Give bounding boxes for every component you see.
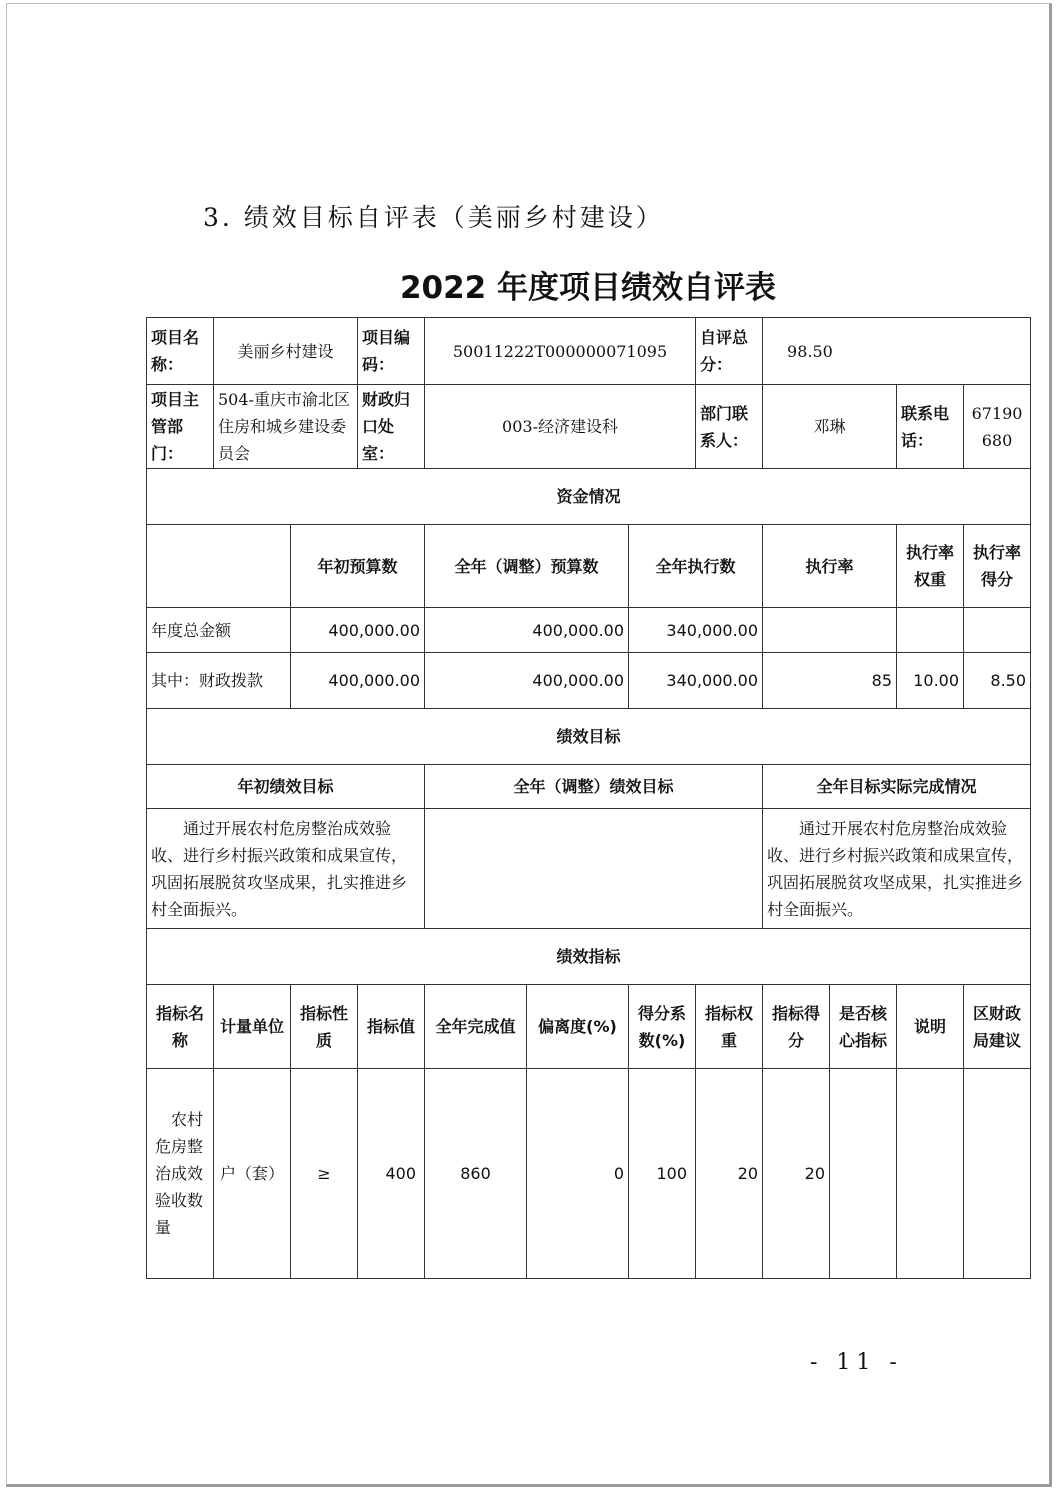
funds-header-score: 执行率得分 — [964, 525, 1031, 608]
contact-person-value: 邓琳 — [763, 385, 897, 469]
project-name-label: 项目名称： — [147, 318, 214, 385]
indicator-header: 计量单位 — [214, 985, 291, 1069]
funds-row-adjusted: 400,000.00 — [425, 653, 629, 709]
funds-header-initial: 年初预算数 — [291, 525, 425, 608]
phone-label: 联系电话： — [897, 385, 964, 469]
indicator-header: 指标名称 — [147, 985, 214, 1069]
indicator-header: 指标权重 — [696, 985, 763, 1069]
project-name-value: 美丽乡村建设 — [214, 318, 358, 385]
indicator-completed: 860 — [425, 1069, 527, 1279]
indicator-unit: 户（套） — [214, 1069, 291, 1279]
funds-section-title: 资金情况 — [147, 469, 1031, 525]
indicator-deviation: 0 — [527, 1069, 629, 1279]
indicator-header: 说明 — [897, 985, 964, 1069]
goals-actual-text: 通过开展农村危房整治成效验收、进行乡村振兴政策和成果宣传，巩固拓展脱贫攻坚成果，扎实推进乡村全面振兴。 — [763, 809, 1031, 929]
funds-row-rate: 85 — [763, 653, 897, 709]
funds-row-rate — [763, 608, 897, 653]
section-heading: 3. 绩效目标自评表（美丽乡村建设） — [203, 203, 664, 232]
indicator-coefficient: 100 — [629, 1069, 696, 1279]
department-value: 504-重庆市渝北区住房和城乡建设委员会 — [214, 385, 358, 469]
funds-row-weight: 10.00 — [897, 653, 964, 709]
funds-row-score — [964, 608, 1031, 653]
goals-header-actual: 全年目标实际完成情况 — [763, 765, 1031, 809]
project-code-label: 项目编码： — [358, 318, 425, 385]
funds-row-label: 年度总金额 — [147, 608, 291, 653]
funds-header-adjusted: 全年（调整）预算数 — [425, 525, 629, 608]
indicator-note — [897, 1069, 964, 1279]
goals-section-title: 绩效目标 — [147, 709, 1031, 765]
indicator-nature: ≥ — [291, 1069, 358, 1279]
finance-office-value: 003-经济建设科 — [425, 385, 696, 469]
goals-header-adjusted: 全年（调整）绩效目标 — [425, 765, 763, 809]
indicator-header: 是否核心指标 — [830, 985, 897, 1069]
indicator-header: 指标值 — [358, 985, 425, 1069]
total-score-label: 自评总分： — [696, 318, 763, 385]
indicator-core — [830, 1069, 897, 1279]
indicator-advice — [964, 1069, 1031, 1279]
indicator-header: 全年完成值 — [425, 985, 527, 1069]
indicator-name: 农村危房整治成效验收数量 — [147, 1069, 214, 1279]
phone-value: 67190680 — [964, 385, 1031, 469]
goals-adjusted-text — [425, 809, 763, 929]
funds-header-rate: 执行率 — [763, 525, 897, 608]
funds-row-label: 其中：财政拨款 — [147, 653, 291, 709]
funds-row-weight — [897, 608, 964, 653]
document-title: 2022 年度项目绩效自评表 — [399, 270, 777, 306]
indicator-header: 偏离度(%) — [527, 985, 629, 1069]
contact-person-label: 部门联系人： — [696, 385, 763, 469]
indicator-weight: 20 — [696, 1069, 763, 1279]
indicator-header: 指标性质 — [291, 985, 358, 1069]
funds-header-blank — [147, 525, 291, 608]
goals-header-initial: 年初绩效目标 — [147, 765, 425, 809]
funds-row-score: 8.50 — [964, 653, 1031, 709]
page-number: - 11 - — [810, 1350, 903, 1375]
indicator-header: 得分系数(%) — [629, 985, 696, 1069]
project-code-value: 50011222T000000071095 — [425, 318, 696, 385]
indicator-score: 20 — [763, 1069, 830, 1279]
total-score-value: 98.50 — [763, 318, 1031, 385]
funds-row-adjusted: 400,000.00 — [425, 608, 629, 653]
funds-header-weight: 执行率权重 — [897, 525, 964, 608]
indicator-header: 指标得分 — [763, 985, 830, 1069]
indicator-value: 400 — [358, 1069, 425, 1279]
evaluation-table — [146, 317, 1031, 1279]
indicators-section-title: 绩效指标 — [147, 929, 1031, 985]
funds-row-executed: 340,000.00 — [629, 653, 763, 709]
funds-row-initial: 400,000.00 — [291, 653, 425, 709]
department-label: 项目主管部门： — [147, 385, 214, 469]
funds-header-executed: 全年执行数 — [629, 525, 763, 608]
funds-row-executed: 340,000.00 — [629, 608, 763, 653]
funds-row-initial: 400,000.00 — [291, 608, 425, 653]
finance-office-label: 财政归口处室： — [358, 385, 425, 469]
indicator-header: 区财政局建议 — [964, 985, 1031, 1069]
goals-initial-text: 通过开展农村危房整治成效验收、进行乡村振兴政策和成果宣传，巩固拓展脱贫攻坚成果，扎实推进乡村全面振兴。 — [147, 809, 425, 929]
